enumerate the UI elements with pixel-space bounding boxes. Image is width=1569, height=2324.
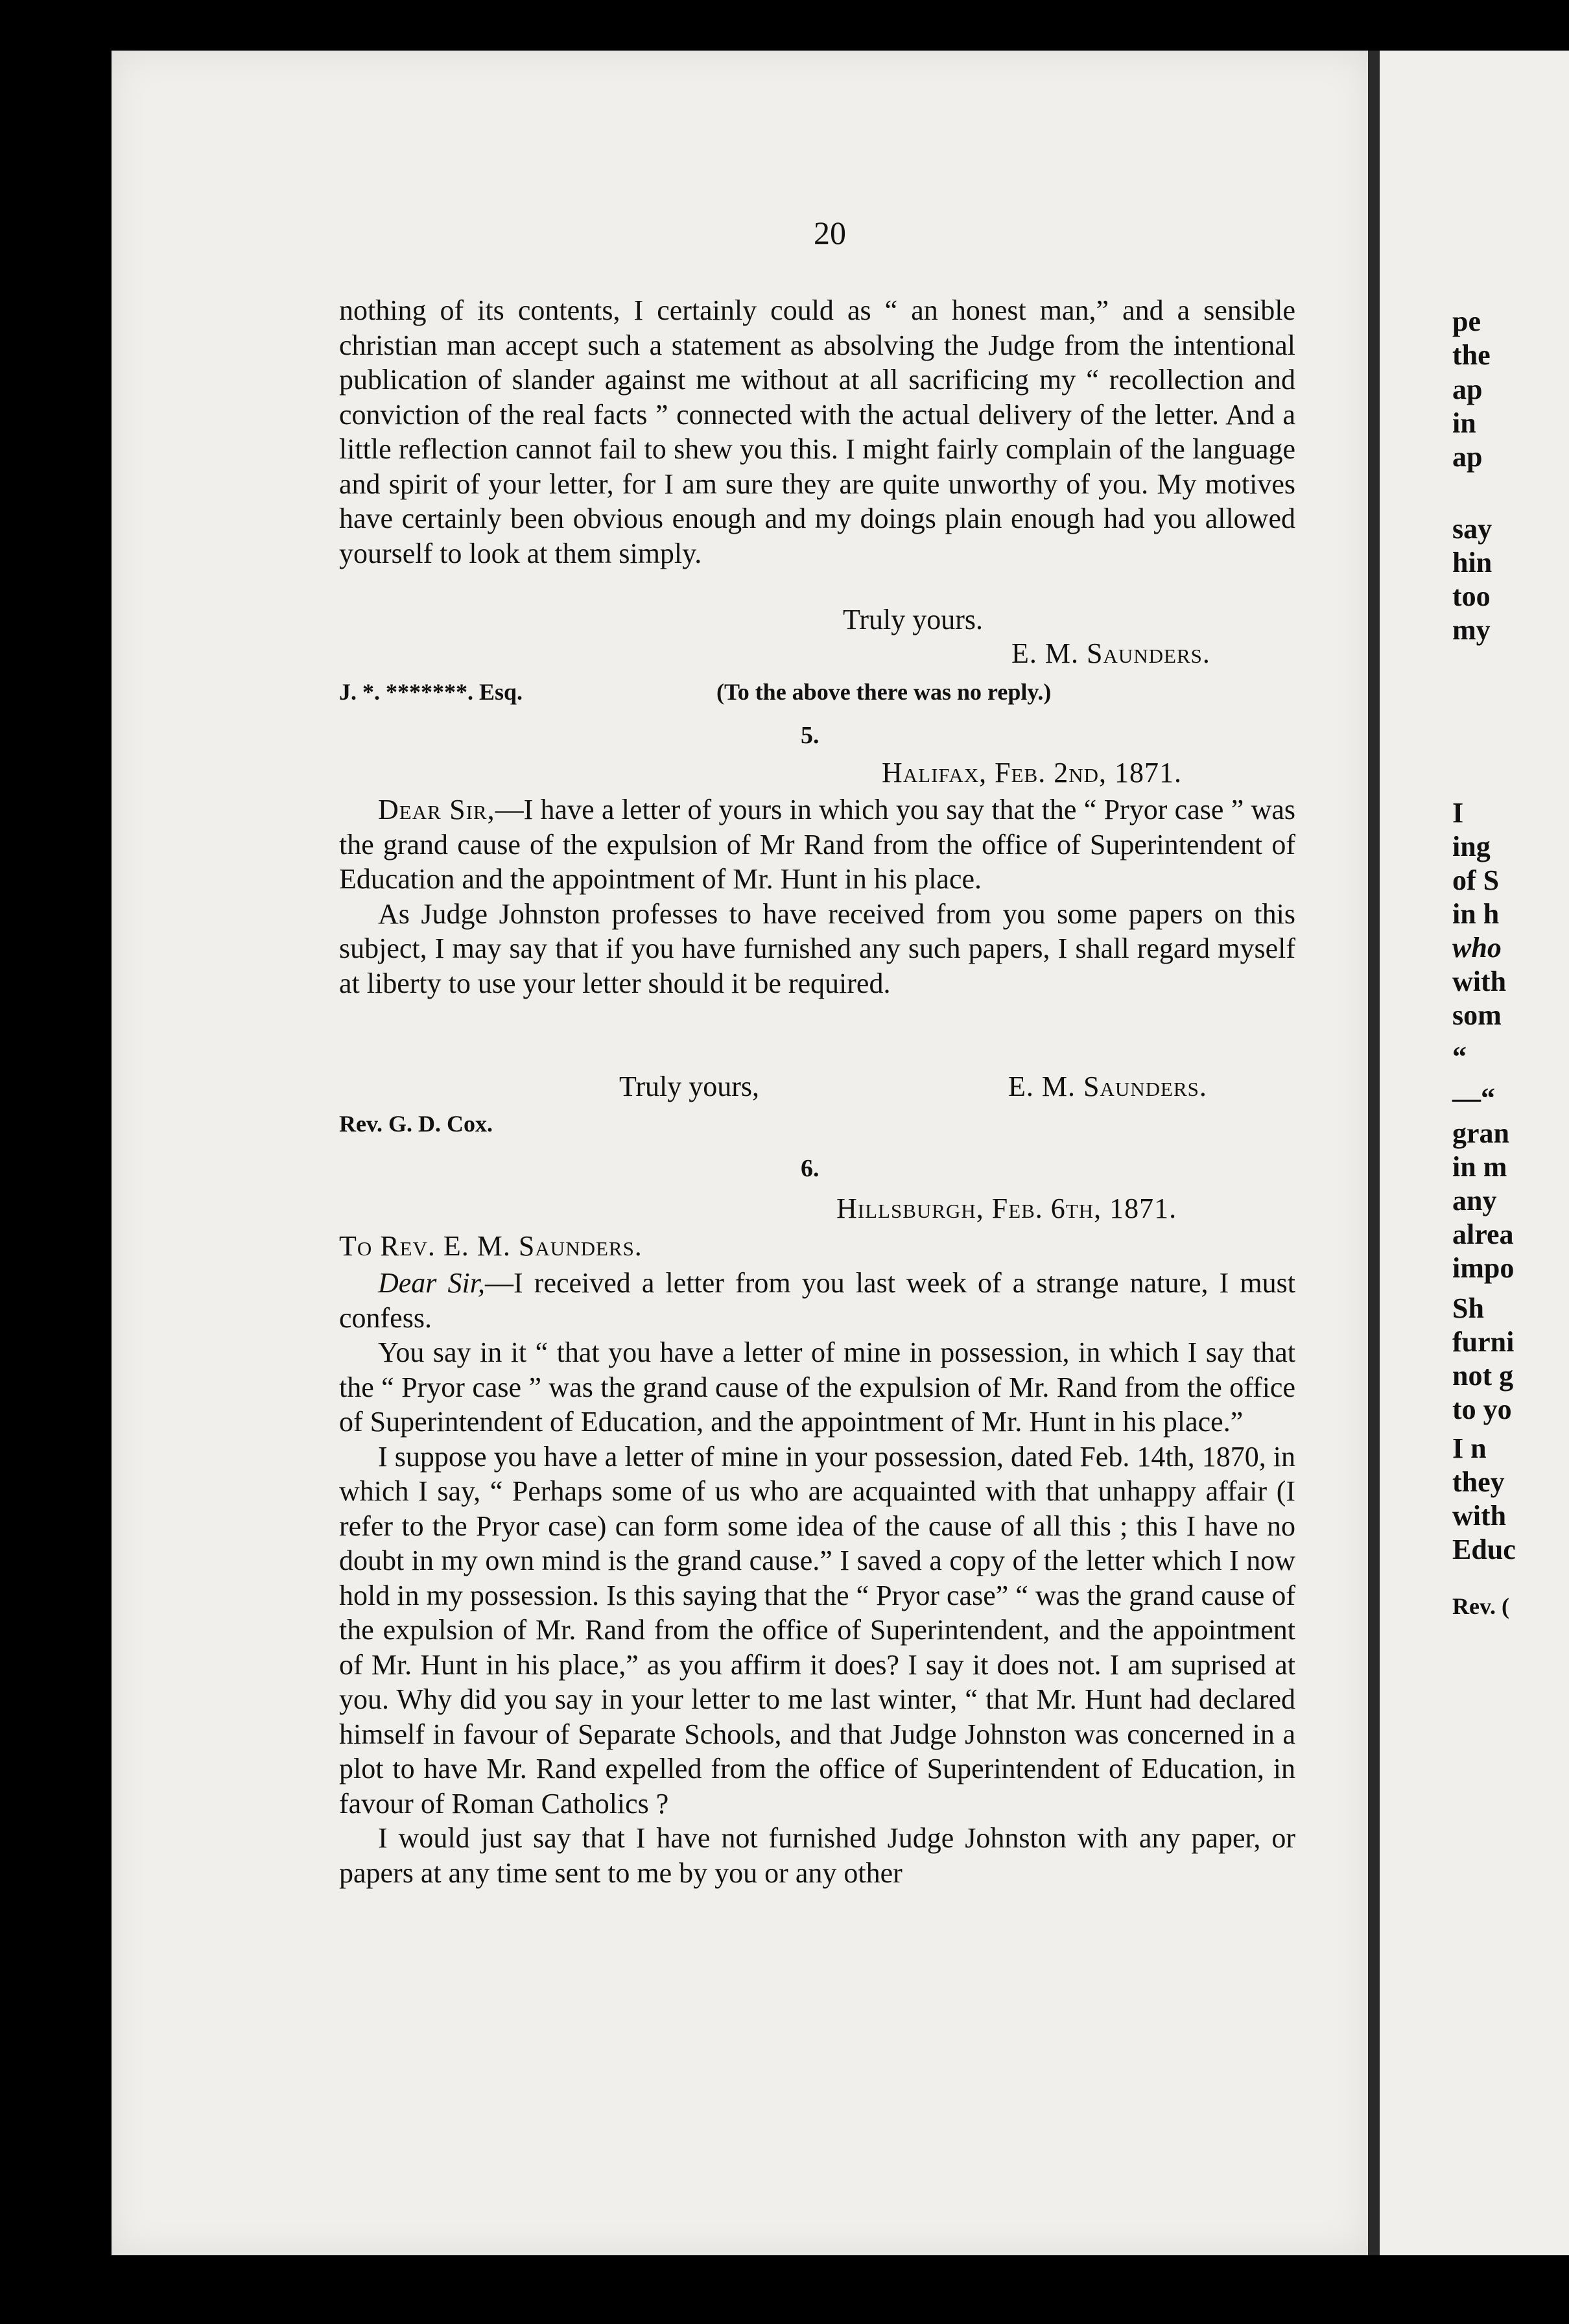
paragraph-continuation xyxy=(339,293,1295,571)
letter5-body xyxy=(339,792,1295,1001)
signature1: E. M. Saunders. xyxy=(1011,637,1210,669)
para1-text: nothing of its contents, I certainly could as “ an honest man,” and a sensible christian man accept such a statement as absolving the Judge from the intentional publication of slander against me without at all sacrificing my “ recollection and conviction of the real facts ” connected with the actual delivery of the letter. And a little reflection cannot fail to shew you this. I might fairly complain of the language and spirit of your letter, for I am sure they are quite unworthy of you. My motives have certainly been obvious enough and my doings plain enough had you allowed yourself to look at them simply. xyxy=(339,294,1295,569)
letter6-para1-text: —I received a letter from you last week of a strange nature, I must confess. xyxy=(339,1267,1295,1334)
letter5-place-date: Halifax, Feb. 2nd, 1871. xyxy=(882,757,1182,788)
page-gutter xyxy=(1368,51,1380,2255)
letter5-closing: Truly yours, xyxy=(619,1071,759,1102)
letter6-place-date: Hillsburgh, Feb. 6th, 1871. xyxy=(836,1192,1177,1224)
right-line: in h xyxy=(1452,898,1500,930)
letter6-para1 xyxy=(339,1266,1295,1335)
right-line: —“ xyxy=(1452,1082,1495,1114)
right-line: the xyxy=(1452,339,1491,371)
right-line: ap xyxy=(1452,374,1483,405)
right-line: not g xyxy=(1452,1360,1514,1392)
letter5-signature: E. M. Saunders. xyxy=(1008,1071,1207,1102)
right-line: ing xyxy=(1452,831,1491,862)
letter5-para1-text: —I have a letter of yours in which you say that the “ Pryor case ” was the grand cause of the expulsion of Mr Rand from the office of Superintendent of Education and the appointment of Mr. Hunt in his place. xyxy=(339,794,1295,895)
right-line: Rev. ( xyxy=(1452,1593,1509,1619)
letter6-para3: I suppose you have a letter of mine in your possession, dated Feb. 14th, 1870, in which I say, “ Perhaps some of us who are acquainted with that unhappy affair (I refer to the Pryor case) can form some idea of the cause of all this ; this I have no doubt in my own mind is the grand cause.” I saved a copy of the letter which I now hold in my possession. Is this saying that the “ Pryor case” “ was the grand cause of the expulsion of Mr. Rand from the office of Superintendent, and the appointment of Mr. Hunt in his place,” as you affirm it does? I say it does not. I am suprised at you. Why did you say in your letter to me last winter, “ that Mr. Hunt had declared himself in favour of Separate Schools, and that Judge Johnston was concerned in a plot to have Mr. Rand expelled from the office of Superintendent of Education, in favour of Roman Catholics ? xyxy=(339,1440,1295,1820)
letter5-salutation: Dear Sir, xyxy=(378,794,495,825)
right-line: they xyxy=(1452,1466,1505,1498)
right-line: with xyxy=(1452,1500,1507,1532)
right-line: hin xyxy=(1452,547,1492,578)
right-line: som xyxy=(1452,999,1502,1031)
right-line: I n xyxy=(1452,1432,1487,1464)
letter6-body xyxy=(339,1266,1295,1890)
letter5-para1 xyxy=(339,792,1295,897)
letter6-para4: I would just say that I have not furnished Judge Johnston with any paper, or papers at any time sent to me by you or any other xyxy=(339,1822,1295,1889)
right-line: alrea xyxy=(1452,1218,1514,1250)
right-line: of S xyxy=(1452,864,1500,896)
right-line: ap xyxy=(1452,441,1483,473)
page-number: 20 xyxy=(814,215,846,251)
right-line: impo xyxy=(1452,1252,1515,1284)
right-line: pe xyxy=(1452,305,1481,337)
right-line: gran xyxy=(1452,1117,1509,1149)
right-line: in xyxy=(1452,407,1476,439)
right-line: Sh xyxy=(1452,1292,1484,1324)
letter6-to: To Rev. E. M. Saunders. xyxy=(339,1230,643,1262)
right-line: too xyxy=(1452,580,1491,612)
letter6-salutation: Dear Sir, xyxy=(378,1267,486,1299)
closing1: Truly yours. xyxy=(843,604,983,635)
right-line: to yo xyxy=(1452,1393,1512,1425)
right-line: say xyxy=(1452,513,1492,545)
right-line: in m xyxy=(1452,1151,1507,1183)
addressee1: J. *. *******. Esq. xyxy=(339,679,523,705)
right-line: any xyxy=(1452,1185,1497,1216)
letter6-number: 6. xyxy=(801,1155,820,1182)
right-line: Educ xyxy=(1452,1534,1516,1565)
letter5-para2: As Judge Johnston professes to have received from you some papers on this subject, I may say that if you have furnished any such papers, I shall regard myself at liberty to use your letter should it be required. xyxy=(339,897,1295,999)
right-line: furni xyxy=(1452,1326,1515,1358)
letter5-addressee: Rev. G. D. Cox. xyxy=(339,1111,493,1137)
letter6-para2: You say in it “ that you have a letter of mine in possession, in which I say that the “ Pryor case ” was the grand cause of the expulsion of Mr. Rand from the office of Superintendent of Education, and the appointment of Mr. Hunt in his place.” xyxy=(339,1336,1295,1438)
right-line: my xyxy=(1452,614,1491,646)
right-line: “ xyxy=(1452,1041,1467,1073)
right-line: I xyxy=(1452,797,1464,829)
note-no-reply: (To the above there was no reply.) xyxy=(716,679,1052,705)
right-line: with xyxy=(1452,966,1507,997)
letter5-number: 5. xyxy=(801,722,820,749)
right-line: who xyxy=(1452,932,1502,964)
